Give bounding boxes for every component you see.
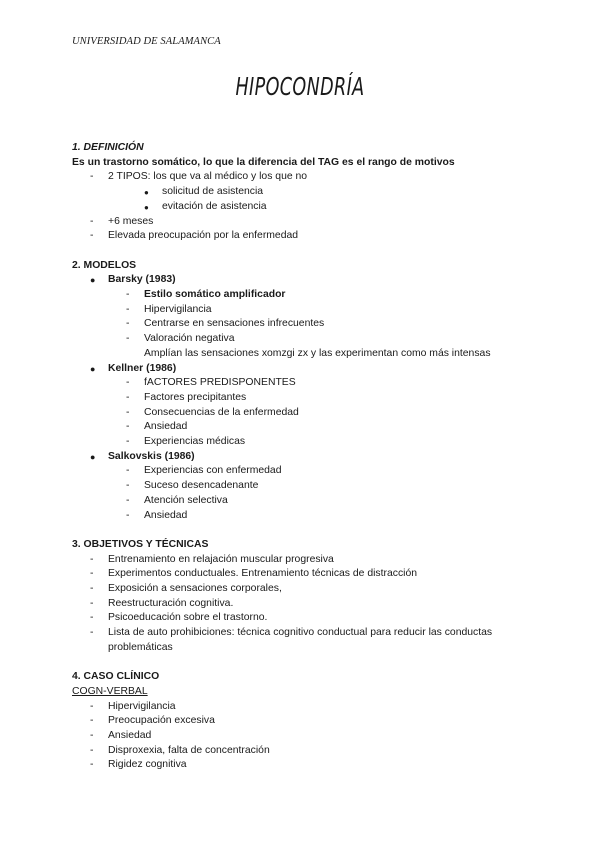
bullet-marker: ● <box>90 451 96 462</box>
model-salkovskis <box>72 450 532 465</box>
dash-marker: - <box>90 583 94 595</box>
section-1-heading: 1. DEFINICIÓN <box>72 142 144 153</box>
dash-marker: - <box>90 171 94 183</box>
model-name: Kellner (1986) <box>108 362 177 374</box>
list-item-text: Elevada preocupación por la enfermedad <box>108 230 299 242</box>
list-item <box>72 288 532 303</box>
list-item <box>72 391 532 406</box>
list-item <box>72 200 532 215</box>
list-item-text: Experiencias médicas <box>144 436 246 448</box>
list-item-text: Lista de auto prohibiciones: técnica cognitivo conductual para reducir las conductas problemáticas <box>108 627 493 653</box>
list-item <box>72 611 532 626</box>
dash-marker: - <box>126 421 130 433</box>
model-name: Barsky (1983) <box>108 274 176 286</box>
list-item <box>72 185 532 200</box>
list-item-text: Ansiedad <box>108 730 152 742</box>
list-item <box>72 332 532 347</box>
list-item-text: Entrenamiento en relajación muscular progresiva <box>108 553 334 565</box>
list-item-text: Experiencias con enfermedad <box>144 465 282 477</box>
list-item <box>72 479 532 494</box>
list-item-text: Consecuencias de la enfermedad <box>144 406 299 418</box>
university-header: UNIVERSIDAD DE SALAMANCA <box>72 36 221 47</box>
list-item-text: fACTORES PREDISPONENTES <box>144 377 296 389</box>
dash-marker: - <box>126 333 130 345</box>
list-item <box>72 215 532 230</box>
bullet-marker: ● <box>144 202 149 212</box>
list-item-text: Disproxexia, falta de concentración <box>108 744 270 756</box>
definition-lead: Es un trastorno somático, lo que la diferencia del TAG es el rango de motivos <box>72 156 455 168</box>
dash-marker: - <box>126 465 130 477</box>
list-item <box>72 729 532 744</box>
list-item-text: Suceso desencadenante <box>144 480 259 492</box>
list-item <box>72 700 532 715</box>
model-kellner <box>72 362 532 377</box>
list-item <box>72 406 532 421</box>
bullet-marker: ● <box>90 363 96 374</box>
dash-marker: - <box>126 391 130 403</box>
list-item <box>72 597 532 612</box>
dash-marker: - <box>90 730 94 742</box>
dash-marker: - <box>126 303 130 315</box>
list-item-text: Atención selectiva <box>144 494 228 506</box>
dash-marker: - <box>90 759 94 771</box>
list-item-text: Preocupación excesiva <box>108 715 215 727</box>
list-item <box>72 714 532 729</box>
list-item <box>72 229 532 244</box>
list-item-text: Valoración negativa <box>144 333 235 345</box>
list-item <box>72 420 532 435</box>
list-item-text: 2 TIPOS: los que va al médico y los que no <box>108 171 308 183</box>
list-item-text: Hipervigilancia <box>108 700 176 712</box>
dash-marker: - <box>90 700 94 712</box>
list-item <box>72 758 532 773</box>
list-item <box>72 376 532 391</box>
list-item <box>72 626 532 655</box>
list-item <box>72 567 532 582</box>
dash-marker: - <box>90 744 94 756</box>
list-item-text: Psicoeducación sobre el trastorno. <box>108 612 268 624</box>
dash-marker: - <box>90 230 94 242</box>
list-item-text: +6 meses <box>108 215 154 227</box>
bullet-marker: ● <box>90 275 96 286</box>
dash-marker: - <box>126 377 130 389</box>
section-4-heading: 4. CASO CLÍNICO <box>72 671 160 683</box>
dash-marker: - <box>90 597 94 609</box>
dash-marker: - <box>126 289 130 301</box>
list-item <box>72 553 532 568</box>
dash-marker: - <box>126 406 130 418</box>
list-item-text: Ansiedad <box>144 421 188 433</box>
dash-marker: - <box>90 215 94 227</box>
model-barsky <box>72 273 532 288</box>
model-name: Salkovskis (1986) <box>108 450 195 462</box>
section-3-heading: 3. OBJETIVOS Y TÉCNICAS <box>72 538 209 550</box>
list-item <box>72 582 532 597</box>
dash-marker: - <box>126 318 130 330</box>
barsky-note: Amplían las sensaciones xomzgi zx y las experimentan como más intensas <box>144 347 491 359</box>
list-item-text: Hipervigilancia <box>144 303 212 315</box>
dash-marker: - <box>126 494 130 506</box>
list-item-text: Reestructuración cognitiva. <box>108 597 234 609</box>
list-item <box>72 170 532 185</box>
list-item <box>72 464 532 479</box>
list-item <box>72 494 532 509</box>
list-item <box>72 317 532 332</box>
dash-marker: - <box>90 612 94 624</box>
document-body <box>72 141 532 773</box>
dash-marker: - <box>126 436 130 448</box>
list-item <box>72 435 532 450</box>
bullet-marker: ● <box>144 188 149 198</box>
list-item-text: Experimentos conductuales. Entrenamiento técnicas de distracción <box>108 568 417 580</box>
dash-marker: - <box>90 553 94 565</box>
dash-marker: - <box>126 509 130 521</box>
list-item <box>72 509 532 524</box>
list-item-continuation <box>72 347 532 362</box>
list-item-text: Estilo somático amplificador <box>144 289 286 301</box>
section-4-subheading: COGN-VERBAL <box>72 685 148 697</box>
list-item-text: solicitud de asistencia <box>162 186 264 198</box>
list-item <box>72 303 532 318</box>
list-item-text: Exposición a sensaciones corporales, <box>108 583 282 595</box>
list-item <box>72 744 532 759</box>
list-item-text: Centrarse en sensaciones infrecuentes <box>144 318 325 330</box>
dash-marker: - <box>90 715 94 727</box>
dash-marker: - <box>90 568 94 580</box>
section-2-heading: 2. MODELOS <box>72 259 137 271</box>
dash-marker: - <box>126 480 130 492</box>
list-item-text: evitación de asistencia <box>162 200 267 212</box>
list-item-text: Factores precipitantes <box>144 391 247 403</box>
list-item-text: Rigidez cognitiva <box>108 759 187 771</box>
page-title: HIPOCONDRÍA <box>235 72 365 101</box>
list-item-text: Ansiedad <box>144 509 188 521</box>
dash-marker: - <box>90 627 94 639</box>
